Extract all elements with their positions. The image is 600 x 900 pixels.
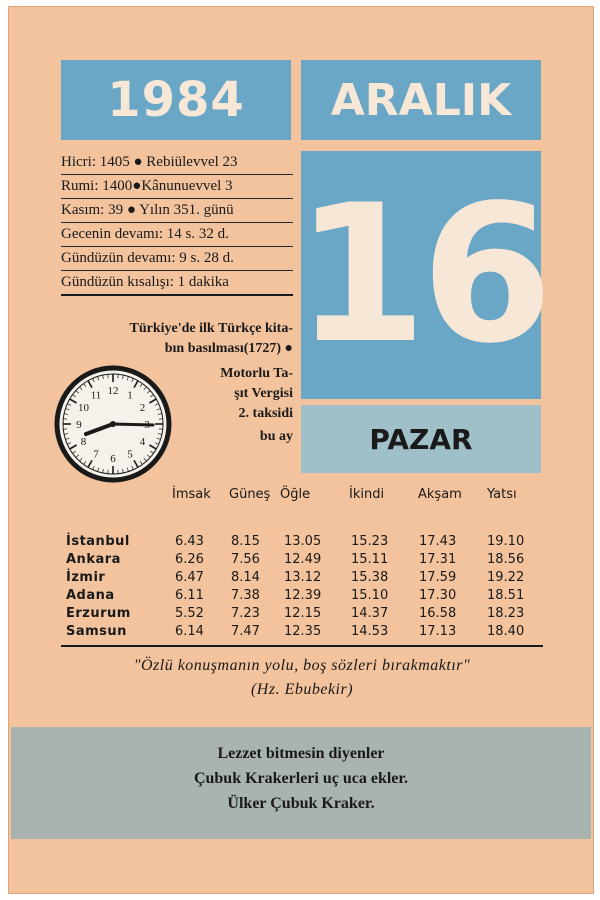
- prayer-time-cell: 15.10: [351, 588, 389, 603]
- prayer-time-cell: 6.11: [175, 588, 204, 603]
- prayer-time-cell: 18.23: [487, 606, 525, 621]
- prayer-header: Öğle: [280, 487, 311, 502]
- prayer-time-cell: 7.38: [231, 588, 260, 603]
- clock-number: 2: [139, 402, 146, 414]
- divider: [61, 645, 543, 647]
- day-box: [294, 151, 548, 399]
- prayer-time-cell: 8.15: [231, 534, 260, 549]
- prayer-time-cell: 14.53: [351, 624, 389, 639]
- ad-line: Lezzet bitmesin diyenler: [217, 745, 385, 762]
- city-name: Erzurum: [66, 606, 131, 621]
- clock-number: 1: [127, 389, 133, 402]
- prayer-time-cell: 17.43: [419, 534, 457, 549]
- prayer-time-cell: 15.38: [351, 570, 389, 585]
- prayer-header: Akşam: [418, 487, 462, 502]
- prayer-time-cell: 7.56: [231, 552, 260, 567]
- prayer-time-cell: 17.59: [419, 570, 457, 585]
- clock-number: 7: [93, 448, 99, 461]
- weekday-label: PAZAR: [369, 422, 473, 456]
- year-box: [61, 60, 291, 140]
- prayer-time-cell: 6.43: [175, 534, 204, 549]
- advertisement-band: [11, 727, 591, 839]
- clock-number: 4: [139, 436, 146, 448]
- info-row-kasim: Kasım: 39 ● Yılın 351. günü: [61, 199, 293, 223]
- event-line: Türkiye'de ilk Türkçe kita-: [129, 321, 293, 336]
- prayer-time-cell: 15.11: [351, 552, 389, 567]
- prayer-time-cell: 8.14: [231, 570, 260, 585]
- prayer-time-cell: 7.23: [231, 606, 260, 621]
- prayer-time-cell: 12.49: [284, 552, 322, 567]
- prayer-header: Güneş: [229, 487, 271, 502]
- ad-line: Çubuk Krakerleri uç uca ekler.: [193, 770, 409, 787]
- date-info-list: [61, 151, 293, 296]
- quote-text: "Özlü konuşmanın yolu, boş sözleri bırakmaktır": [133, 657, 471, 674]
- city-name: Samsun: [66, 624, 127, 639]
- info-row-day-length: Gündüzün devamı: 9 s. 28 d.: [61, 247, 293, 271]
- weekday-box: [301, 405, 541, 473]
- quote-author: (Hz. Ebubekir): [250, 681, 354, 698]
- prayer-time-cell: 17.13: [419, 624, 457, 639]
- prayer-header: İmsak: [172, 487, 211, 502]
- event-line: 2. taksidi: [238, 406, 293, 421]
- info-row-rumi: Rumi: 1400●Kânunuevvel 3: [61, 175, 293, 199]
- clock-number: 9: [76, 419, 82, 431]
- prayer-time-cell: 17.31: [419, 552, 457, 567]
- prayer-time-cell: 18.40: [487, 624, 525, 639]
- prayer-time-cell: 13.05: [284, 534, 322, 549]
- event-line: şıt Vergisi: [234, 386, 293, 401]
- day-number: 16: [294, 164, 548, 385]
- prayer-time-cell: 19.22: [487, 570, 525, 585]
- clock-number: 8: [80, 436, 87, 448]
- event-line: Motorlu Ta-: [220, 366, 293, 381]
- ad-line: Ülker Çubuk Kraker.: [227, 795, 375, 812]
- clock-number: 6: [110, 453, 116, 465]
- clock-number: 12: [107, 385, 119, 397]
- prayer-time-cell: 7.47: [231, 624, 260, 639]
- calendar-leaf: [8, 6, 594, 894]
- city-name: İstanbul: [66, 534, 130, 549]
- prayer-time-cell: 14.37: [351, 606, 389, 621]
- prayer-time-cell: 5.52: [175, 606, 204, 621]
- month-label: ARALIK: [330, 74, 512, 126]
- prayer-header: Yatsı: [487, 487, 517, 502]
- info-row-hicri: Hicri: 1405 ● Rebiülevvel 23: [61, 151, 293, 175]
- prayer-time-cell: 12.35: [284, 624, 322, 639]
- prayer-time-cell: 12.15: [284, 606, 322, 621]
- clock-minute-hand: [113, 424, 153, 425]
- prayer-time-cell: 6.47: [175, 570, 204, 585]
- prayer-time-cell: 17.30: [419, 588, 457, 603]
- city-name: Adana: [66, 588, 115, 603]
- clock-number: 11: [90, 389, 102, 402]
- prayer-time-cell: 18.51: [487, 588, 525, 603]
- month-box: [301, 60, 541, 140]
- clock-number: 10: [78, 402, 90, 414]
- prayer-time-cell: 13.12: [284, 570, 322, 585]
- prayer-time-cell: 18.56: [487, 552, 525, 567]
- info-row-night-length: Gecenin devamı: 14 s. 32 d.: [61, 223, 293, 247]
- event-line: bın basılması(1727) ●: [164, 341, 293, 356]
- prayer-time-cell: 16.58: [419, 606, 457, 621]
- prayer-header: İkindi: [349, 487, 385, 502]
- city-name: İzmir: [66, 570, 106, 585]
- event-line: bu ay: [259, 429, 293, 444]
- prayer-time-cell: 6.26: [175, 552, 204, 567]
- info-row-day-shortening: Gündüzün kısalışı: 1 dakika: [61, 271, 293, 296]
- prayer-time-cell: 19.10: [487, 534, 525, 549]
- prayer-time-cell: 15.23: [351, 534, 389, 549]
- prayer-time-cell: 6.14: [175, 624, 204, 639]
- prayer-time-cell: 12.39: [284, 588, 322, 603]
- clock-icon: [53, 364, 173, 484]
- city-name: Ankara: [66, 552, 121, 567]
- year-label: 1984: [107, 72, 245, 128]
- clock-number: 5: [127, 448, 133, 461]
